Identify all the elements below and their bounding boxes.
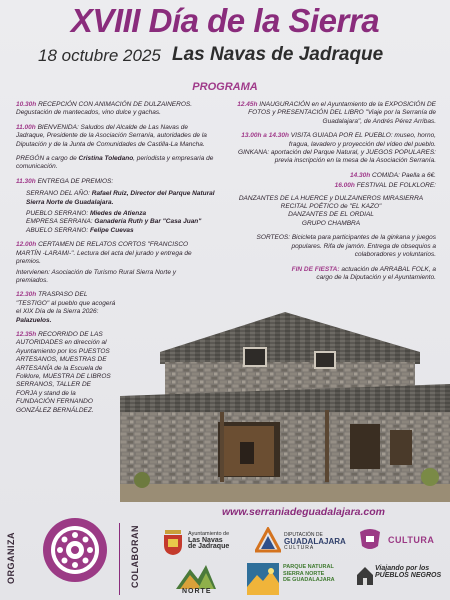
ayuntamiento-shield-icon — [162, 530, 184, 556]
viajando-logo-text: Viajando por los PUEBLOS NEGROS — [375, 565, 442, 579]
program-item: 11.00h BIENVENIDA: Saludos del Alcalde de Las Navas de Jadraque, Presidente de la Asociación Serranía, autoridades de la Diputación y de la Junta de Comunidades de Castilla-La Mancha. — [16, 123, 207, 148]
folklore-list — [226, 195, 436, 229]
programa-heading: PROGRAMA — [192, 81, 258, 93]
sierra-norte-logo-text: NORTE — [182, 588, 212, 595]
cultura-logo-icon — [356, 528, 384, 552]
diputacion-logo-icon — [255, 527, 281, 553]
website-link[interactable]: www.serraniadeguadalajara.com — [222, 506, 386, 518]
event-place: Las Navas de Jadraque — [172, 44, 384, 65]
program-item: 12.30h TRASPASO DEL "TESTIGO" al pueblo que acogerá el XIX Día de la Sierra 2026: Palazuelos. — [16, 291, 116, 324]
program-item: 16.00h FESTIVAL DE FOLKLORE: — [334, 182, 436, 190]
folklore-item: DANZANTES DE LA HUERCE y DULZAINEROS MIRASIERRA — [238, 194, 424, 202]
stone-house-image — [120, 312, 450, 502]
awards-list — [16, 190, 216, 235]
program-item: Intervienen: Asociación de Turismo Rural Sierra Norte y premiados. — [16, 268, 177, 284]
program-item: 13.00h a 14.30h VISITA GUIADA POR EL PUEBLO: museo, horno, fragua, lavadero y proyección del vídeo del pueblo. — [241, 132, 436, 148]
program-item: 10.30h RECEPCIÓN CON ANIMACIÓN DE DULZAINEROS. Degustación de mantecados, vino dulce y gachas. — [16, 101, 193, 117]
program-item: 12.45h INAUGURACIÓN en el Ayuntamiento de la EXPOSICIÓN DE FOTOS y PRESENTACIÓN DEL LIBRO "Viaje por la Serranía de Guadalajara", de Andrés Pérez Arribas. — [237, 101, 436, 125]
program-right-column — [226, 101, 436, 288]
sierra-norte-logo-icon — [176, 563, 216, 589]
award-item: ABUELO SERRANO: Felipe Cuevas — [26, 226, 134, 234]
program-item: PREGÓN a cargo de Cristina Toledano, periodista y empresaria de comunicación. — [16, 155, 214, 171]
parque-natural-logo-text: PARQUE NATURAL SIERRA NORTE DE GUADALAJARA — [283, 564, 335, 583]
folklore-item: RECITAL POÉTICO de "EL KAZO" — [280, 203, 382, 211]
program-item: 12.00h CERTAMEN DE RELATOS CORTOS "FRANCISCO MARTÍN -LARAMI-". Lectura del acta del jurado y entrega de premios. — [16, 241, 192, 266]
parque-natural-logo-icon — [247, 563, 279, 595]
asociacion-serrania-seal — [42, 517, 108, 583]
organiza-label: ORGANIZA — [6, 532, 16, 584]
diputacion-logo-text: DIPUTACIÓN DE GUADALAJARA CULTURA — [284, 532, 346, 551]
award-item: PUEBLO SERRANO: Miedes de Atienza — [26, 210, 147, 218]
folklore-item: GRUPO CHAMBRA — [301, 219, 361, 227]
program-item: FIN DE FIESTA: actuación de ARRABAL FOLK, a cargo de la Diputación y el Ayuntamiento. — [291, 265, 436, 281]
ayuntamiento-logo-text: Ayuntamiento de Las Navas de Jadraque — [188, 531, 230, 550]
colaboran-label: COLABORAN — [130, 525, 140, 588]
poster-title: XVIII Día de la Sierra — [70, 2, 380, 39]
program-item: GINKANA: aportación del Parque Natural, y JUEGOS POPULARES: previa inscripción en la mesa de la Asociación Serranía. — [238, 149, 436, 165]
footer-separator — [119, 523, 120, 595]
folklore-item: DANZANTES DE EL ORDIAL — [288, 211, 374, 219]
program-item: 12.35h RECORRIDO DE LAS AUTORIDADES en dirección al Ayuntamiento por los PUESTOS ARTESANOS, MUESTRAS DE ARTESANÍA de la Escuela de Folklore, MUESTRA DE LIBROS SERRANOS, TALLER DE FORJA y stand de la FUNDACIÓN FERNANDO GONZÁLEZ BERNÁLDEZ. — [16, 330, 111, 414]
program-item: 11.30h ENTREGA DE PREMIOS: — [16, 177, 114, 185]
cultura-logo-text: CULTURA — [388, 535, 435, 545]
program-item: 14.30h COMIDA: Paella a 6€. — [349, 171, 436, 179]
program-item: SORTEOS: Bicicleta para participantes de la ginkana y juegos populares. Rifa de jamón. Entrega de obsequios a colaboradores y voluntarios. — [256, 234, 436, 259]
award-item: EMPRESA SERRANA: Ganadería Ruth y Bar "Casa Juan" — [26, 218, 202, 226]
event-date: 18 octubre 2025 — [38, 46, 161, 65]
award-item: SERRANO DEL AÑO: Rafael Ruiz, Director del Parque Natural Sierra Norte de Guadalajara. — [26, 190, 215, 206]
viajando-house-icon — [356, 566, 374, 586]
